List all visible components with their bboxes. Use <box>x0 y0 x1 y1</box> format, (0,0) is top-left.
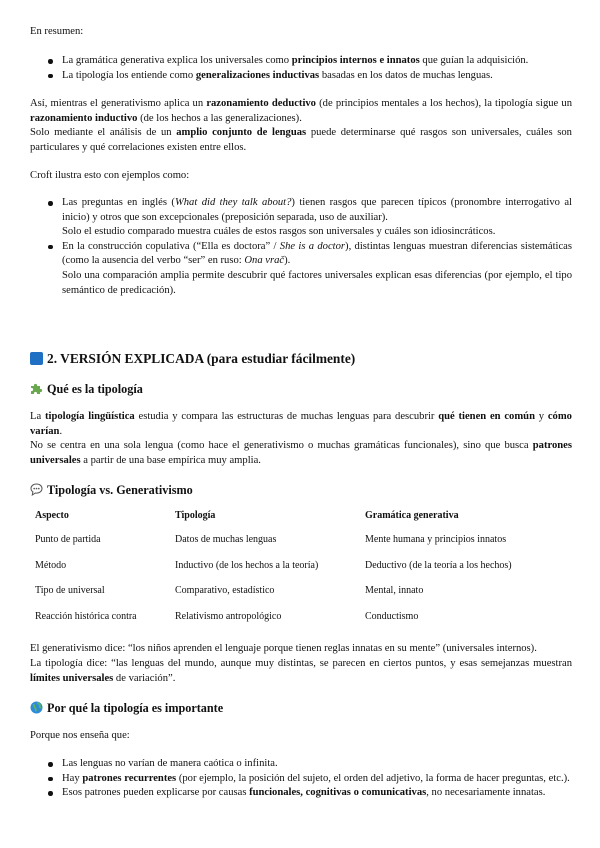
list-item: Las preguntas en inglés (What did they talk about?) tienen rasgos que parecen típicos (pronombre interrogativo al inicio) y otros que son excepcionales (preposición separada, uso de auxiliar). Solo el estudio comparado muestra cuáles de estos rasgos son universales y cuáles son idiosincráticos. <box>30 196 572 240</box>
typology-focus: No se centra en una sola lengua (como hace el generativismo o muchas gramáticas funcionales), sino que busca patrones universales a partir de una base empírica muy amplia. <box>30 440 572 466</box>
list-item: Hay patrones recurrentes (por ejemplo, la posición del sujeto, el orden del adjetivo, la forma de hacer preguntas, etc.). <box>30 772 572 787</box>
list-item: Esos patrones pueden explicarse por causas funcionales, cognitivas o comunicativas, no necesariamente innatas. <box>30 786 572 801</box>
puzzle-icon <box>30 382 43 399</box>
table-cell: Mental, innato <box>365 585 424 597</box>
typology-definition: La tipología lingüística estudia y compara las estructuras de muchas lenguas para descubrir qué tienen en común y cómo varían. <box>30 411 572 437</box>
summary-intro: En resumen: <box>30 26 84 37</box>
list-item: La tipología los entiende como generalizaciones inductivas basadas en los datos de muchas lenguas. <box>30 69 572 84</box>
column-header: Gramática generativa <box>365 509 459 521</box>
table-cell: Conductismo <box>365 610 419 622</box>
paragraph-broad-analysis: Solo mediante el análisis de un amplio conjunto de lenguas puede determinarse qué rasgos son universales, cuáles son particulares y qué correlaciones existen entre ellos. <box>30 127 572 153</box>
table-cell: Relativismo antropológico <box>175 610 282 622</box>
table-cell: Inductivo (de los hechos a la teoría) <box>175 559 319 571</box>
table-cell: Mente humana y principios innatos <box>365 534 507 546</box>
table-row <box>30 528 572 554</box>
table-cell: Reacción histórica contra <box>35 610 137 622</box>
importance-intro: Porque nos enseña que: <box>30 730 130 741</box>
list-item: En la construcción copulativa (“Ella es doctora” / She is a doctor), distintas lenguas muestran diferencias sistemáticas (como la ausencia del verbo “ser” en ruso: Ona vrač). Solo una comparación amplia permite descubrir qué factores universales explican esas diferencias (por ejemplo, el tipo semántico de predicación). <box>30 240 572 298</box>
paragraph-deductive: Así, mientras el generativismo aplica un razonamiento deductivo (de principios mentales a los hechos), la tipología sigue un razonamiento inductivo (de los hechos a las generalizaciones). <box>30 98 572 124</box>
globe-icon <box>30 701 43 718</box>
list-item: La gramática generativa explica los universales como principios internos e innatos que guían la adquisición. <box>30 54 572 69</box>
croft-intro: Croft ilustra esto con ejemplos como: <box>30 170 190 181</box>
summary-list <box>30 54 572 83</box>
generativism-says: El generativismo dice: “los niños aprenden el lenguaje porque tienen reglas innatas en su mente” (universales internos). <box>30 643 537 654</box>
typology-says: La tipología dice: “las lenguas del mundo, aunque muy distintas, se parecen en ciertos puntos, y esas semejanzas muestran límites universales de variación”. <box>30 658 572 684</box>
why-important-heading: Por qué la tipología es importante <box>30 700 572 718</box>
column-header: Tipología <box>175 509 216 521</box>
column-header: Aspecto <box>35 509 69 521</box>
table-cell: Tipo de universal <box>35 585 105 597</box>
typology-vs-generativism-heading: Tipología vs. Generativismo <box>30 482 572 500</box>
table-cell: Datos de muchas lenguas <box>175 534 277 546</box>
speech-bubble-icon <box>30 483 43 500</box>
table-header-row <box>30 504 572 528</box>
blue-square-icon <box>30 352 43 370</box>
table-cell: Deductivo (de la teoría a los hechos) <box>365 559 512 571</box>
croft-examples-list <box>30 196 572 298</box>
table-row <box>30 554 572 580</box>
section-2-heading: 2. VERSIÓN EXPLICADA (para estudiar fácilmente) <box>30 350 572 370</box>
what-is-typology-heading: Qué es la tipología <box>30 381 572 399</box>
table-row <box>30 605 572 631</box>
table-cell: Método <box>35 559 67 571</box>
table-cell: Comparativo, estadístico <box>175 585 275 597</box>
table-row <box>30 579 572 605</box>
importance-list <box>30 757 572 801</box>
comparison-table <box>30 504 572 630</box>
list-item: Las lenguas no varían de manera caótica o infinita. <box>30 757 572 772</box>
table-cell: Punto de partida <box>35 534 101 546</box>
